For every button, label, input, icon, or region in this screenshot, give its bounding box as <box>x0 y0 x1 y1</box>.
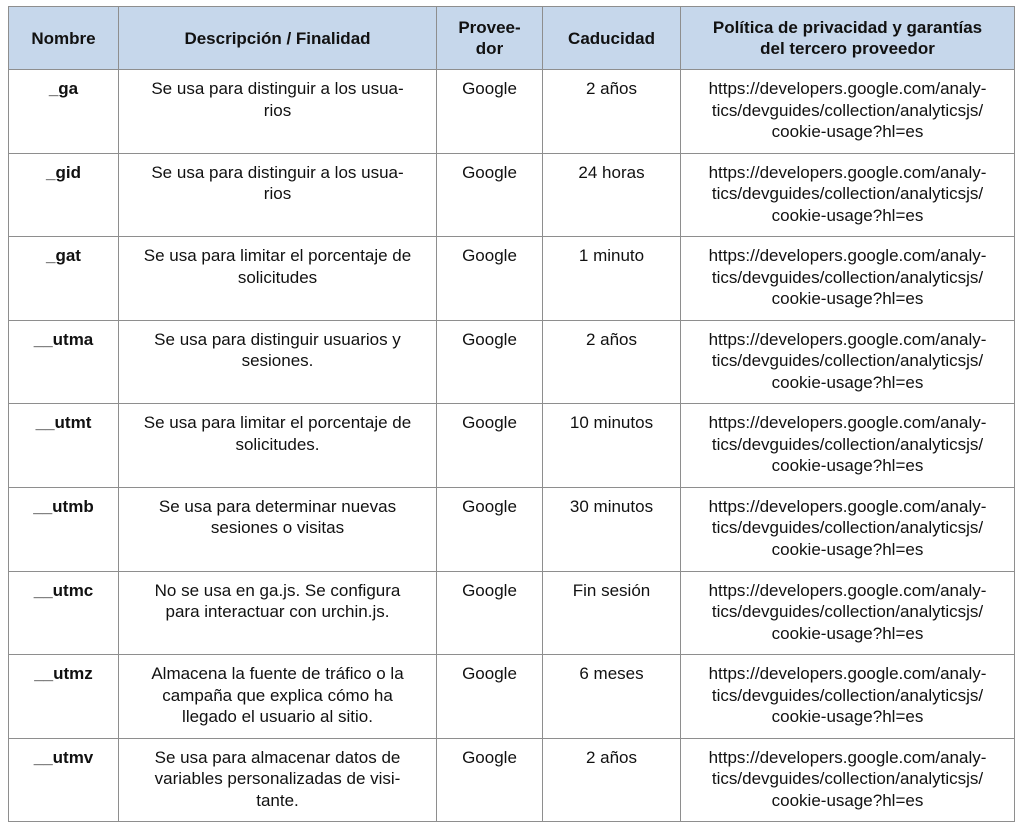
description-cell: Se usa para limitar el porcentaje de solicitudes <box>119 237 437 321</box>
cookie-name-cell: __utmt <box>9 404 119 488</box>
provider-cell: Google <box>437 487 543 571</box>
provider-cell: Google <box>437 320 543 404</box>
cookie-name-cell: __utmz <box>9 655 119 739</box>
expiry-cell: 6 meses <box>543 655 681 739</box>
provider-cell: Google <box>437 404 543 488</box>
cookie-name-cell: __utmc <box>9 571 119 655</box>
table-body <box>9 70 1015 822</box>
header-name: Nombre <box>9 7 119 70</box>
expiry-cell: 10 minutos <box>543 404 681 488</box>
description-cell: Se usa para distinguir usuarios y sesiones. <box>119 320 437 404</box>
header-expiry: Caducidad <box>543 7 681 70</box>
policy-url-cell: https://developers.google.com/analy- tics/devguides/collection/analyticsjs/ cookie-usage?hl=es <box>681 487 1015 571</box>
cookie-name-cell: __utma <box>9 320 119 404</box>
description-cell: Se usa para distinguir a los usua- rios <box>119 153 437 237</box>
table-row <box>9 70 1015 154</box>
policy-url-cell: https://developers.google.com/analy- tics/devguides/collection/analyticsjs/ cookie-usage?hl=es <box>681 404 1015 488</box>
cookie-name-cell: __utmb <box>9 487 119 571</box>
policy-url-cell: https://developers.google.com/analy- tics/devguides/collection/analyticsjs/ cookie-usage?hl=es <box>681 571 1015 655</box>
cookie-name-cell: _gid <box>9 153 119 237</box>
provider-cell: Google <box>437 738 543 822</box>
policy-url-cell: https://developers.google.com/analy- tics/devguides/collection/analyticsjs/ cookie-usage?hl=es <box>681 70 1015 154</box>
provider-cell: Google <box>437 237 543 321</box>
cookie-table <box>8 6 1015 822</box>
description-cell: Se usa para determinar nuevas sesiones o visitas <box>119 487 437 571</box>
header-privacy-policy: Política de privacidad y garantías del tercero proveedor <box>681 7 1015 70</box>
description-cell: Se usa para limitar el porcentaje de solicitudes. <box>119 404 437 488</box>
description-cell: Se usa para almacenar datos de variables personalizadas de visi- tante. <box>119 738 437 822</box>
expiry-cell: 24 horas <box>543 153 681 237</box>
expiry-cell: Fin sesión <box>543 571 681 655</box>
table-row <box>9 655 1015 739</box>
provider-cell: Google <box>437 153 543 237</box>
provider-cell: Google <box>437 655 543 739</box>
cookie-name-cell: _ga <box>9 70 119 154</box>
expiry-cell: 2 años <box>543 320 681 404</box>
table-header <box>9 7 1015 70</box>
policy-url-cell: https://developers.google.com/analy- tics/devguides/collection/analyticsjs/ cookie-usage?hl=es <box>681 153 1015 237</box>
table-row <box>9 571 1015 655</box>
policy-url-cell: https://developers.google.com/analy- tics/devguides/collection/analyticsjs/ cookie-usage?hl=es <box>681 655 1015 739</box>
table-row <box>9 237 1015 321</box>
policy-url-cell: https://developers.google.com/analy- tics/devguides/collection/analyticsjs/ cookie-usage?hl=es <box>681 237 1015 321</box>
provider-cell: Google <box>437 571 543 655</box>
table-row <box>9 153 1015 237</box>
expiry-cell: 2 años <box>543 70 681 154</box>
policy-url-cell: https://developers.google.com/analy- tics/devguides/collection/analyticsjs/ cookie-usage?hl=es <box>681 320 1015 404</box>
provider-cell: Google <box>437 70 543 154</box>
expiry-cell: 30 minutos <box>543 487 681 571</box>
description-cell: Se usa para distinguir a los usua- rios <box>119 70 437 154</box>
policy-url-cell: https://developers.google.com/analy- tics/devguides/collection/analyticsjs/ cookie-usage?hl=es <box>681 738 1015 822</box>
table-row <box>9 404 1015 488</box>
header-provider: Provee- dor <box>437 7 543 70</box>
description-cell: Almacena la fuente de tráfico o la campaña que explica cómo ha llegado el usuario al sitio. <box>119 655 437 739</box>
header-description: Descripción / Finalidad <box>119 7 437 70</box>
expiry-cell: 1 minuto <box>543 237 681 321</box>
cookie-name-cell: _gat <box>9 237 119 321</box>
description-cell: No se usa en ga.js. Se configura para interactuar con urchin.js. <box>119 571 437 655</box>
cookie-name-cell: __utmv <box>9 738 119 822</box>
table-row <box>9 738 1015 822</box>
table-row <box>9 487 1015 571</box>
header-row <box>9 7 1015 70</box>
expiry-cell: 2 años <box>543 738 681 822</box>
table-row <box>9 320 1015 404</box>
